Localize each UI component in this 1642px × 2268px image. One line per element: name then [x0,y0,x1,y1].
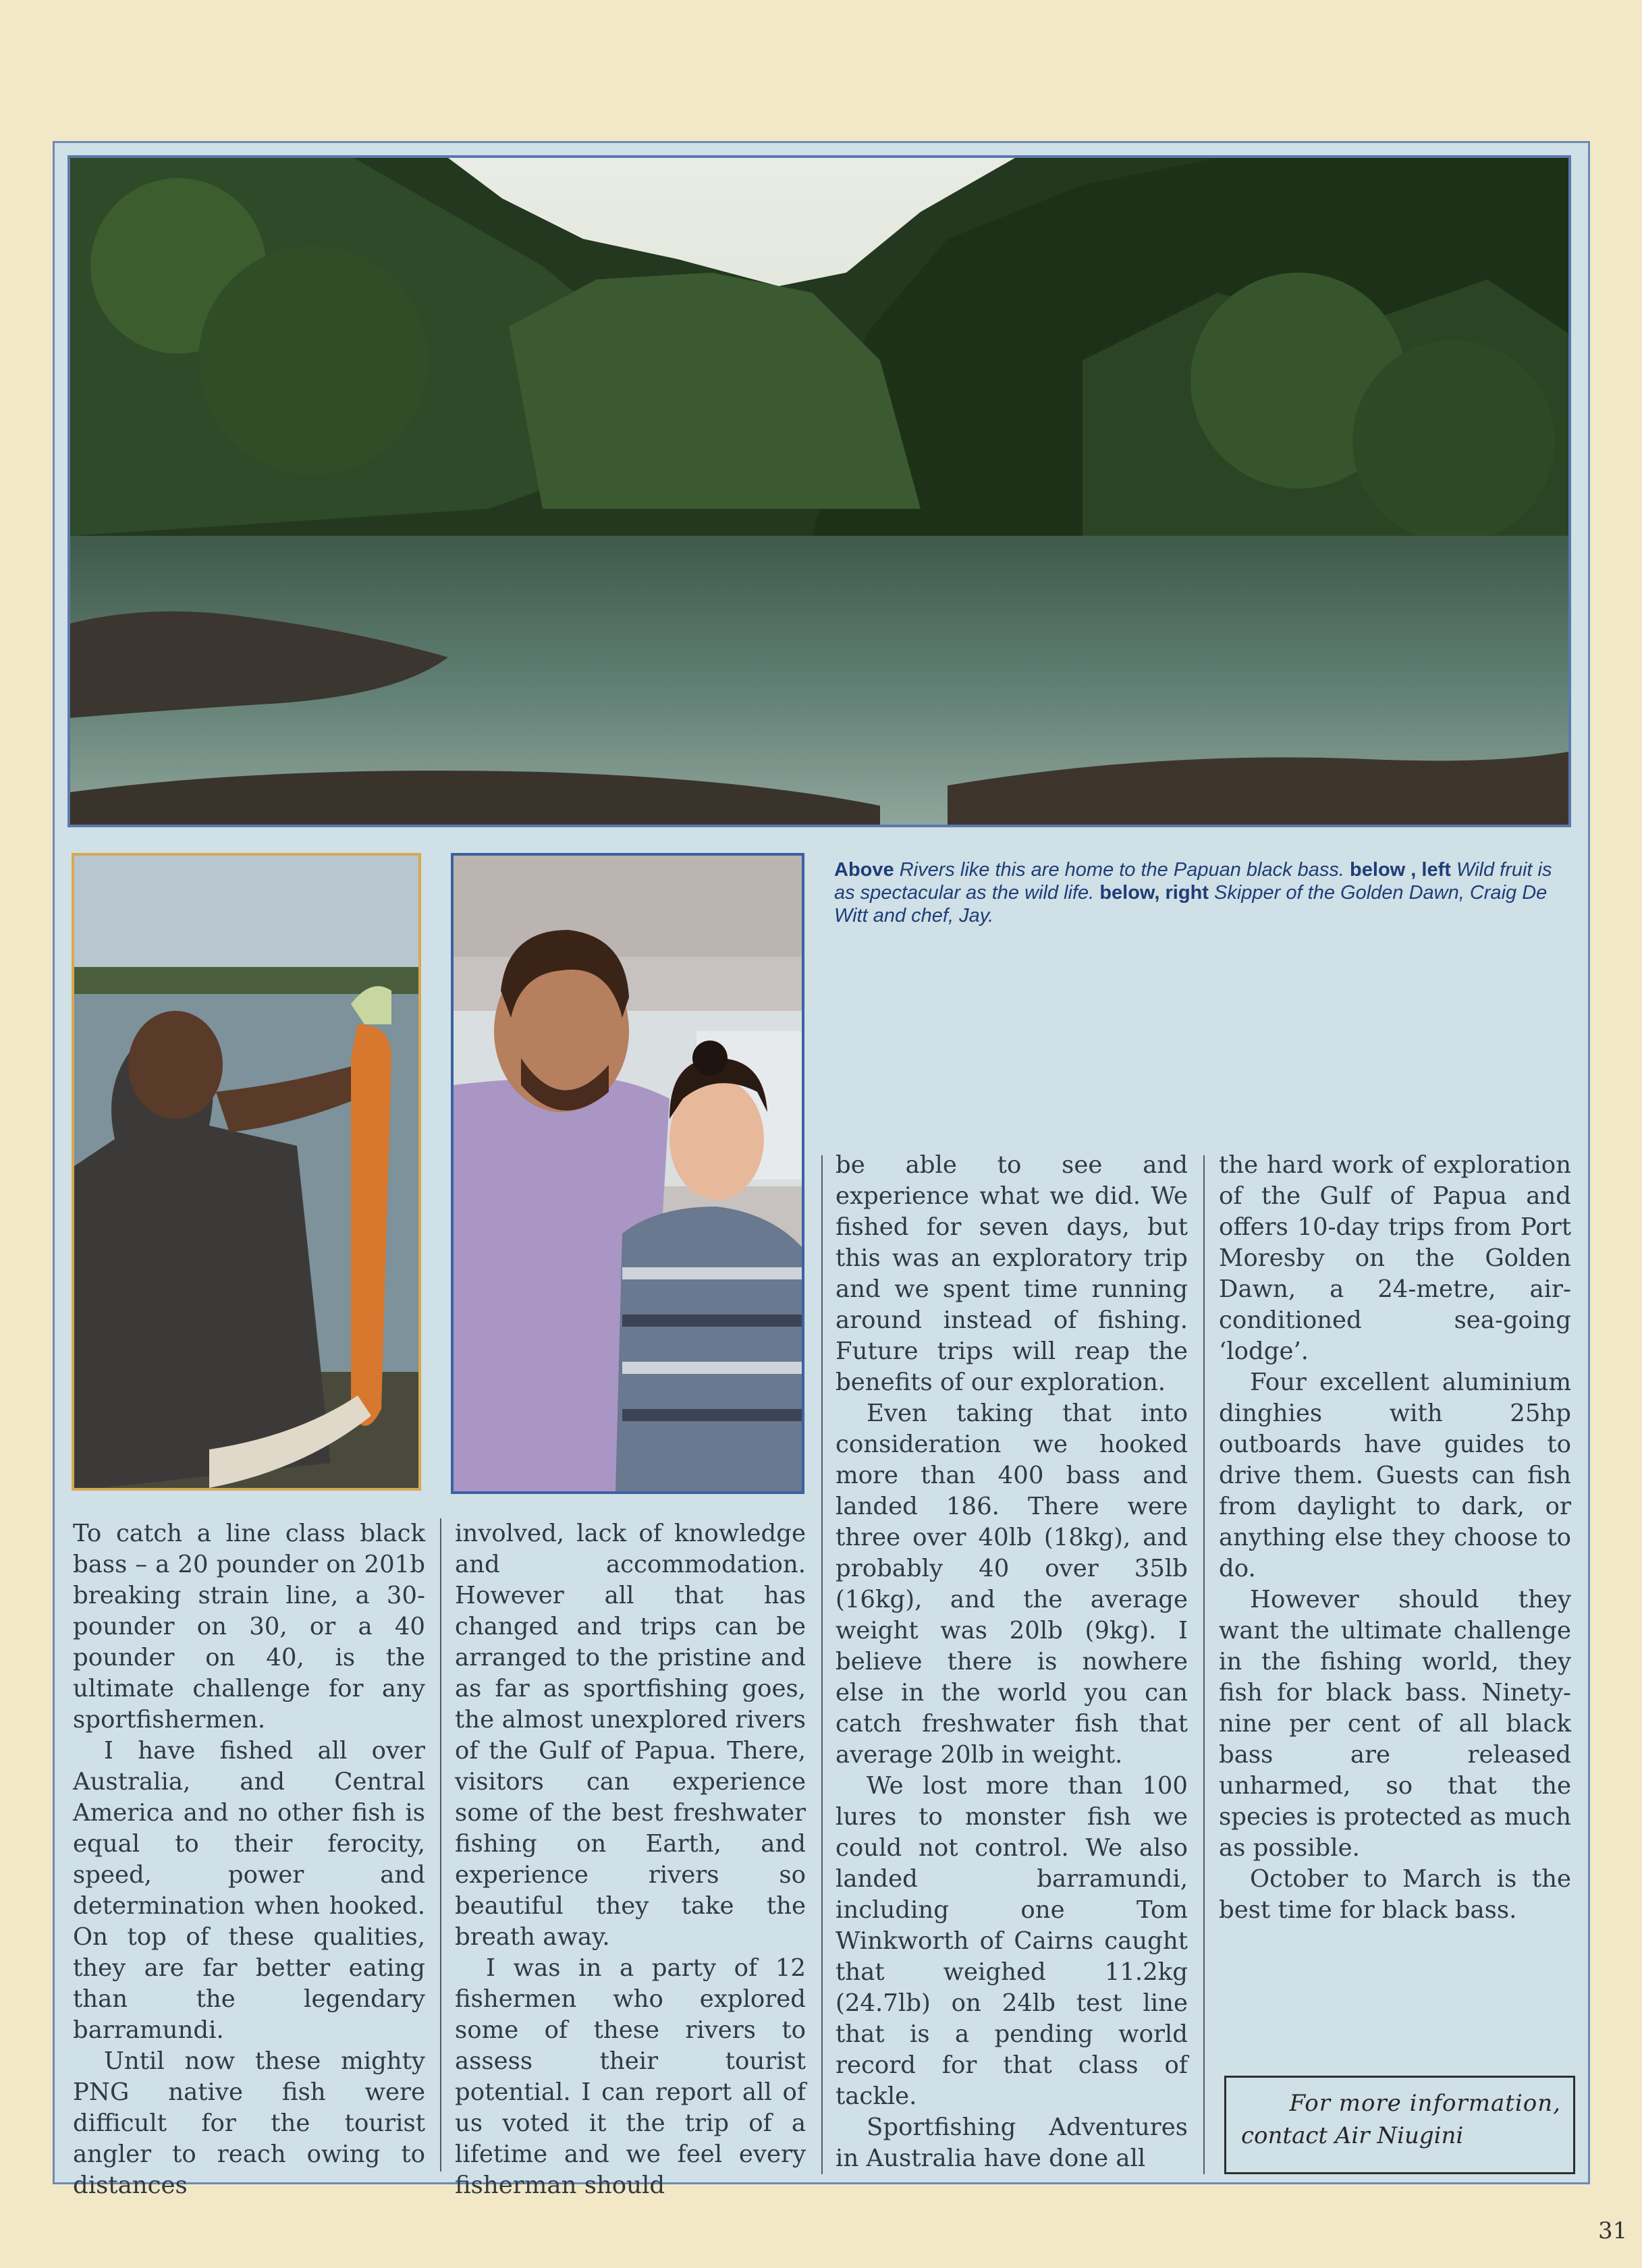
wild-fruit-photo-image [74,856,418,1488]
column-divider [821,1155,823,2174]
wild-fruit-photo [72,853,421,1491]
caption-right-label: below, right [1099,882,1209,904]
river-photo-image [70,158,1568,825]
caption-above-text: Rivers like this are home to the Papuan black bass. [894,859,1350,881]
caption-right-text: Skipper of the Golden Dawn, Craig De Witt and chef, Jay. [834,882,1548,926]
article-column-3 [836,1150,1188,2174]
paragraph: involved, lack of knowledge and accommodation. However all that has changed and trips can be arranged to the pristine and as far as sportfishing goes, the almost unexplored rivers of the Gulf of Papua. There, visitors can experience some of the best freshwater fishing on Earth, and experience rivers so beautiful they take the breath away. [455,1520,806,1951]
page-number: 31 [1598,2217,1628,2244]
caption-left-text: Wild fruit is as spectacular as the wild life. [834,859,1552,904]
river-photo [67,155,1571,827]
more-info-line-1: For more information, [1289,2090,1561,2117]
paragraph: To catch a line class black bass – a 20 pounder on 201b breaking strain line, a 30-pounder on 30, or a 40 pounder on 40, is the ultimate challenge for any sportfishermen. [73,1520,425,1734]
column-divider [1203,1155,1205,2174]
paragraph: Until now these mighty PNG native fish were difficult for the tourist angler to reach owing to distances [73,2047,425,2199]
paragraph: However should they want the ultimate challenge in the fishing world, they fish for black bass. Ninety-nine per cent of all black bass are released unharmed, so that the species is protected as much as possible. [1219,1586,1571,1862]
paragraph: We lost more than 100 lures to monster fish we could not control. We also landed barramundi, including one Tom Winkworth of Cairns caught that weighed 11.2kg (24.7lb) on 24lb test line that is a pending world record for that class of tackle. [836,1772,1188,2110]
paragraph: I was in a party of 12 fishermen who explored some of these rivers to assess their tourist potential. I can report all of us voted it the trip of a lifetime and we feel every fisherman should [455,1954,806,2199]
column-divider [440,1518,441,2172]
paragraph: be able to see and experience what we did. We fished for seven days, but this was an exploratory trip and we spent time running around instead of fishing. Future trips will reap the benefits of our exploration. [836,1151,1188,1396]
paragraph: Even taking that into consideration we hooked more than 400 bass and landed 186. There were three over 40lb (18kg), and probably 40 over 35lb (16kg), and the average weight was 20lb (9kg). I believe there is nowhere else in the world you can catch freshwater fish that average 20lb in weight. [836,1400,1188,1769]
skipper-chef-photo [451,853,804,1494]
paragraph: Four excellent aluminium dinghies with 25hp outboards have guides to drive them. Guests can fish from daylight to dark, or anything else they choose to do. [1219,1368,1571,1582]
paragraph: October to March is the best time for black bass. [1219,1865,1571,1924]
caption-above-label: Above [834,859,894,881]
paragraph: the hard work of exploration of the Gulf of Papua and offers 10-day trips from Port Moresby on the Golden Dawn, a 24-metre, air-conditioned sea-going ‘lodge’. [1219,1151,1571,1365]
article-column-2 [455,1518,806,2201]
caption-left-label: below , left [1350,859,1451,881]
skipper-chef-photo-image [454,856,802,1491]
photo-caption [834,858,1570,927]
paragraph: Sportfishing Adventures in Australia have done all [836,2113,1188,2172]
paragraph: I have fished all over Australia, and Central America and no other fish is equal to their ferocity, speed, power and determination when hooked. On top of these qualities, they are far better eating than the legendary barramundi. [73,1737,425,2044]
article-column-4 [1219,1150,1571,1926]
article-column-1 [73,1518,425,2201]
more-info-box [1224,2076,1575,2174]
more-info-line-2: contact Air Niugini [1241,2122,1464,2149]
